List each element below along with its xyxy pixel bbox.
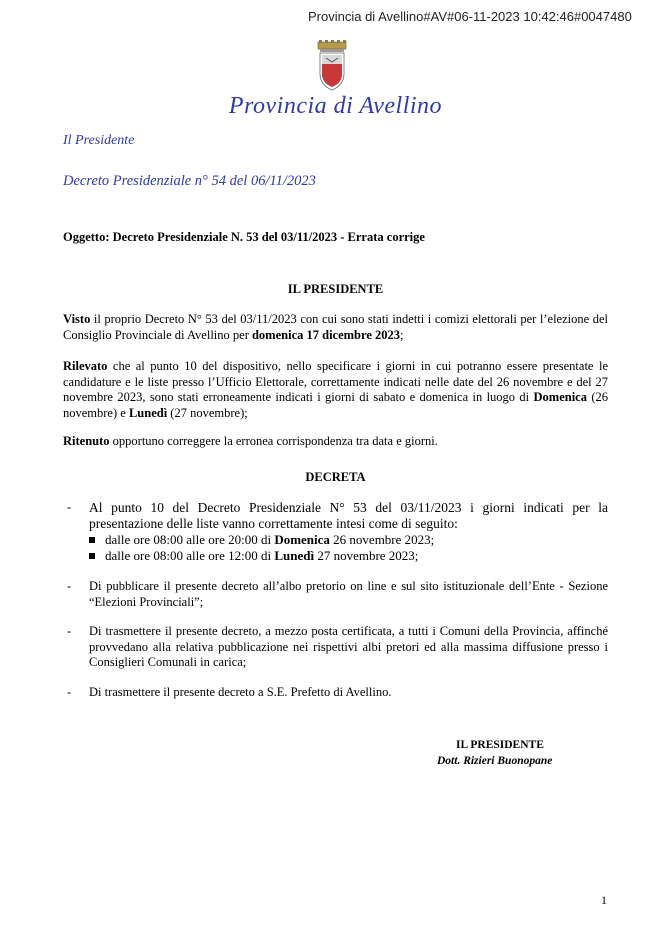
page-number: 1 [601,893,607,907]
paragraph-visto-end: ; [400,327,404,342]
square-bullet-icon [89,537,95,543]
paragraph-visto [63,312,608,343]
decree-item-4: Di trasmettere il presente decreto a S.E. Prefetto di Avellino. [89,685,392,699]
signature-name: Dott. Rizieri Buonopane [437,755,553,767]
decree-reference: Decreto Presidenziale n° 54 del 06/11/2023 [63,173,316,189]
square-bullet-icon [89,553,95,559]
province-crest-icon [314,40,350,92]
paragraph-rilevato-end: (27 novembre); [167,405,248,420]
province-title: Provincia di Avellino [228,93,443,119]
paragraph-visto-text: il proprio Decreto N° 53 del 03/11/2023 con cui sono stati indetti i comizi elettorali per l’elezione del Consiglio Provinciale di Avellino per [63,312,608,342]
bullet-lunedi-day: Lunedì [274,548,315,563]
bullet-item-lunedi [89,548,418,564]
bullet-domenica-text-b: 26 novembre 2023; [329,532,435,547]
bullet-lunedi-text-a: dalle ore 08:00 alle ore 12:00 di [105,548,275,563]
decree-item-1: Al punto 10 del Decreto Presidenziale N° 53 del 03/11/2023 i giorni indicati per la presentazione delle liste vanno correttamente intesi come di seguito: [89,500,608,531]
list-dash: - [67,685,72,699]
decree-item-2: Di pubblicare il presente decreto all’albo pretorio on line e sul sito istituzionale dell’Ente - Sezione “Elezioni Provinciali”; [89,579,608,609]
bullet-domenica-day: Domenica [274,532,330,547]
bullet-item-domenica [89,532,434,548]
heading-il-presidente: IL PRESIDENTE [287,282,384,296]
paragraph-rilevato-mid: (26 novembre) e [63,390,608,420]
bullet-domenica-text-a: dalle ore 08:00 alle ore 20:00 di [105,532,275,547]
paragraph-rilevato [63,359,608,421]
decree-item-3: Di trasmettere il presente decreto, a mezzo posta certificata, a tutti i Comuni della Provincia, affinché provvedano alla relativa pubblicazione nei rispettivi albi pretori ed alla massima diffusione presso i Consiglieri Comunali in carica; [89,624,608,669]
paragraph-ritenuto-lead: Ritenuto [63,434,110,448]
paragraph-rilevato-day1: Domenica [533,390,587,404]
list-dash: - [67,579,72,593]
paragraph-rilevato-text: che al punto 10 del dispositivo, nello specificare i giorni in cui potranno essere presentate le candidature e le liste presso l’Ufficio Elettorale, correttamente indicati nelle date del 26 novembre e del 27 novembre 2023, sono stati erroneamente indicati i giorni di sabato e domenica in luogo di [63,359,608,404]
protocol-stamp: Provincia di Avellino#AV#06-11-2023 10:42:46#0047480 [308,9,632,24]
paragraph-visto-date: domenica 17 dicembre 2023 [251,327,401,342]
subject-line: Oggetto: Decreto Presidenziale N. 53 del 03/11/2023 - Errata corrige [63,230,425,244]
president-label: Il Presidente [63,133,135,148]
paragraph-visto-lead: Visto [63,312,91,326]
heading-decreta: DECRETA [305,470,366,484]
signature-title: IL PRESIDENTE [456,739,544,751]
paragraph-rilevato-day2: Lunedì [128,405,168,420]
paragraph-ritenuto [63,434,608,450]
bullet-lunedi-text-b: 27 novembre 2023; [314,548,419,563]
paragraph-rilevato-lead: Rilevato [63,359,108,373]
list-dash: - [67,624,72,638]
paragraph-ritenuto-text: opportuno correggere la erronea corrispondenza tra data e giorni. [109,434,438,448]
list-dash: - [67,500,72,514]
